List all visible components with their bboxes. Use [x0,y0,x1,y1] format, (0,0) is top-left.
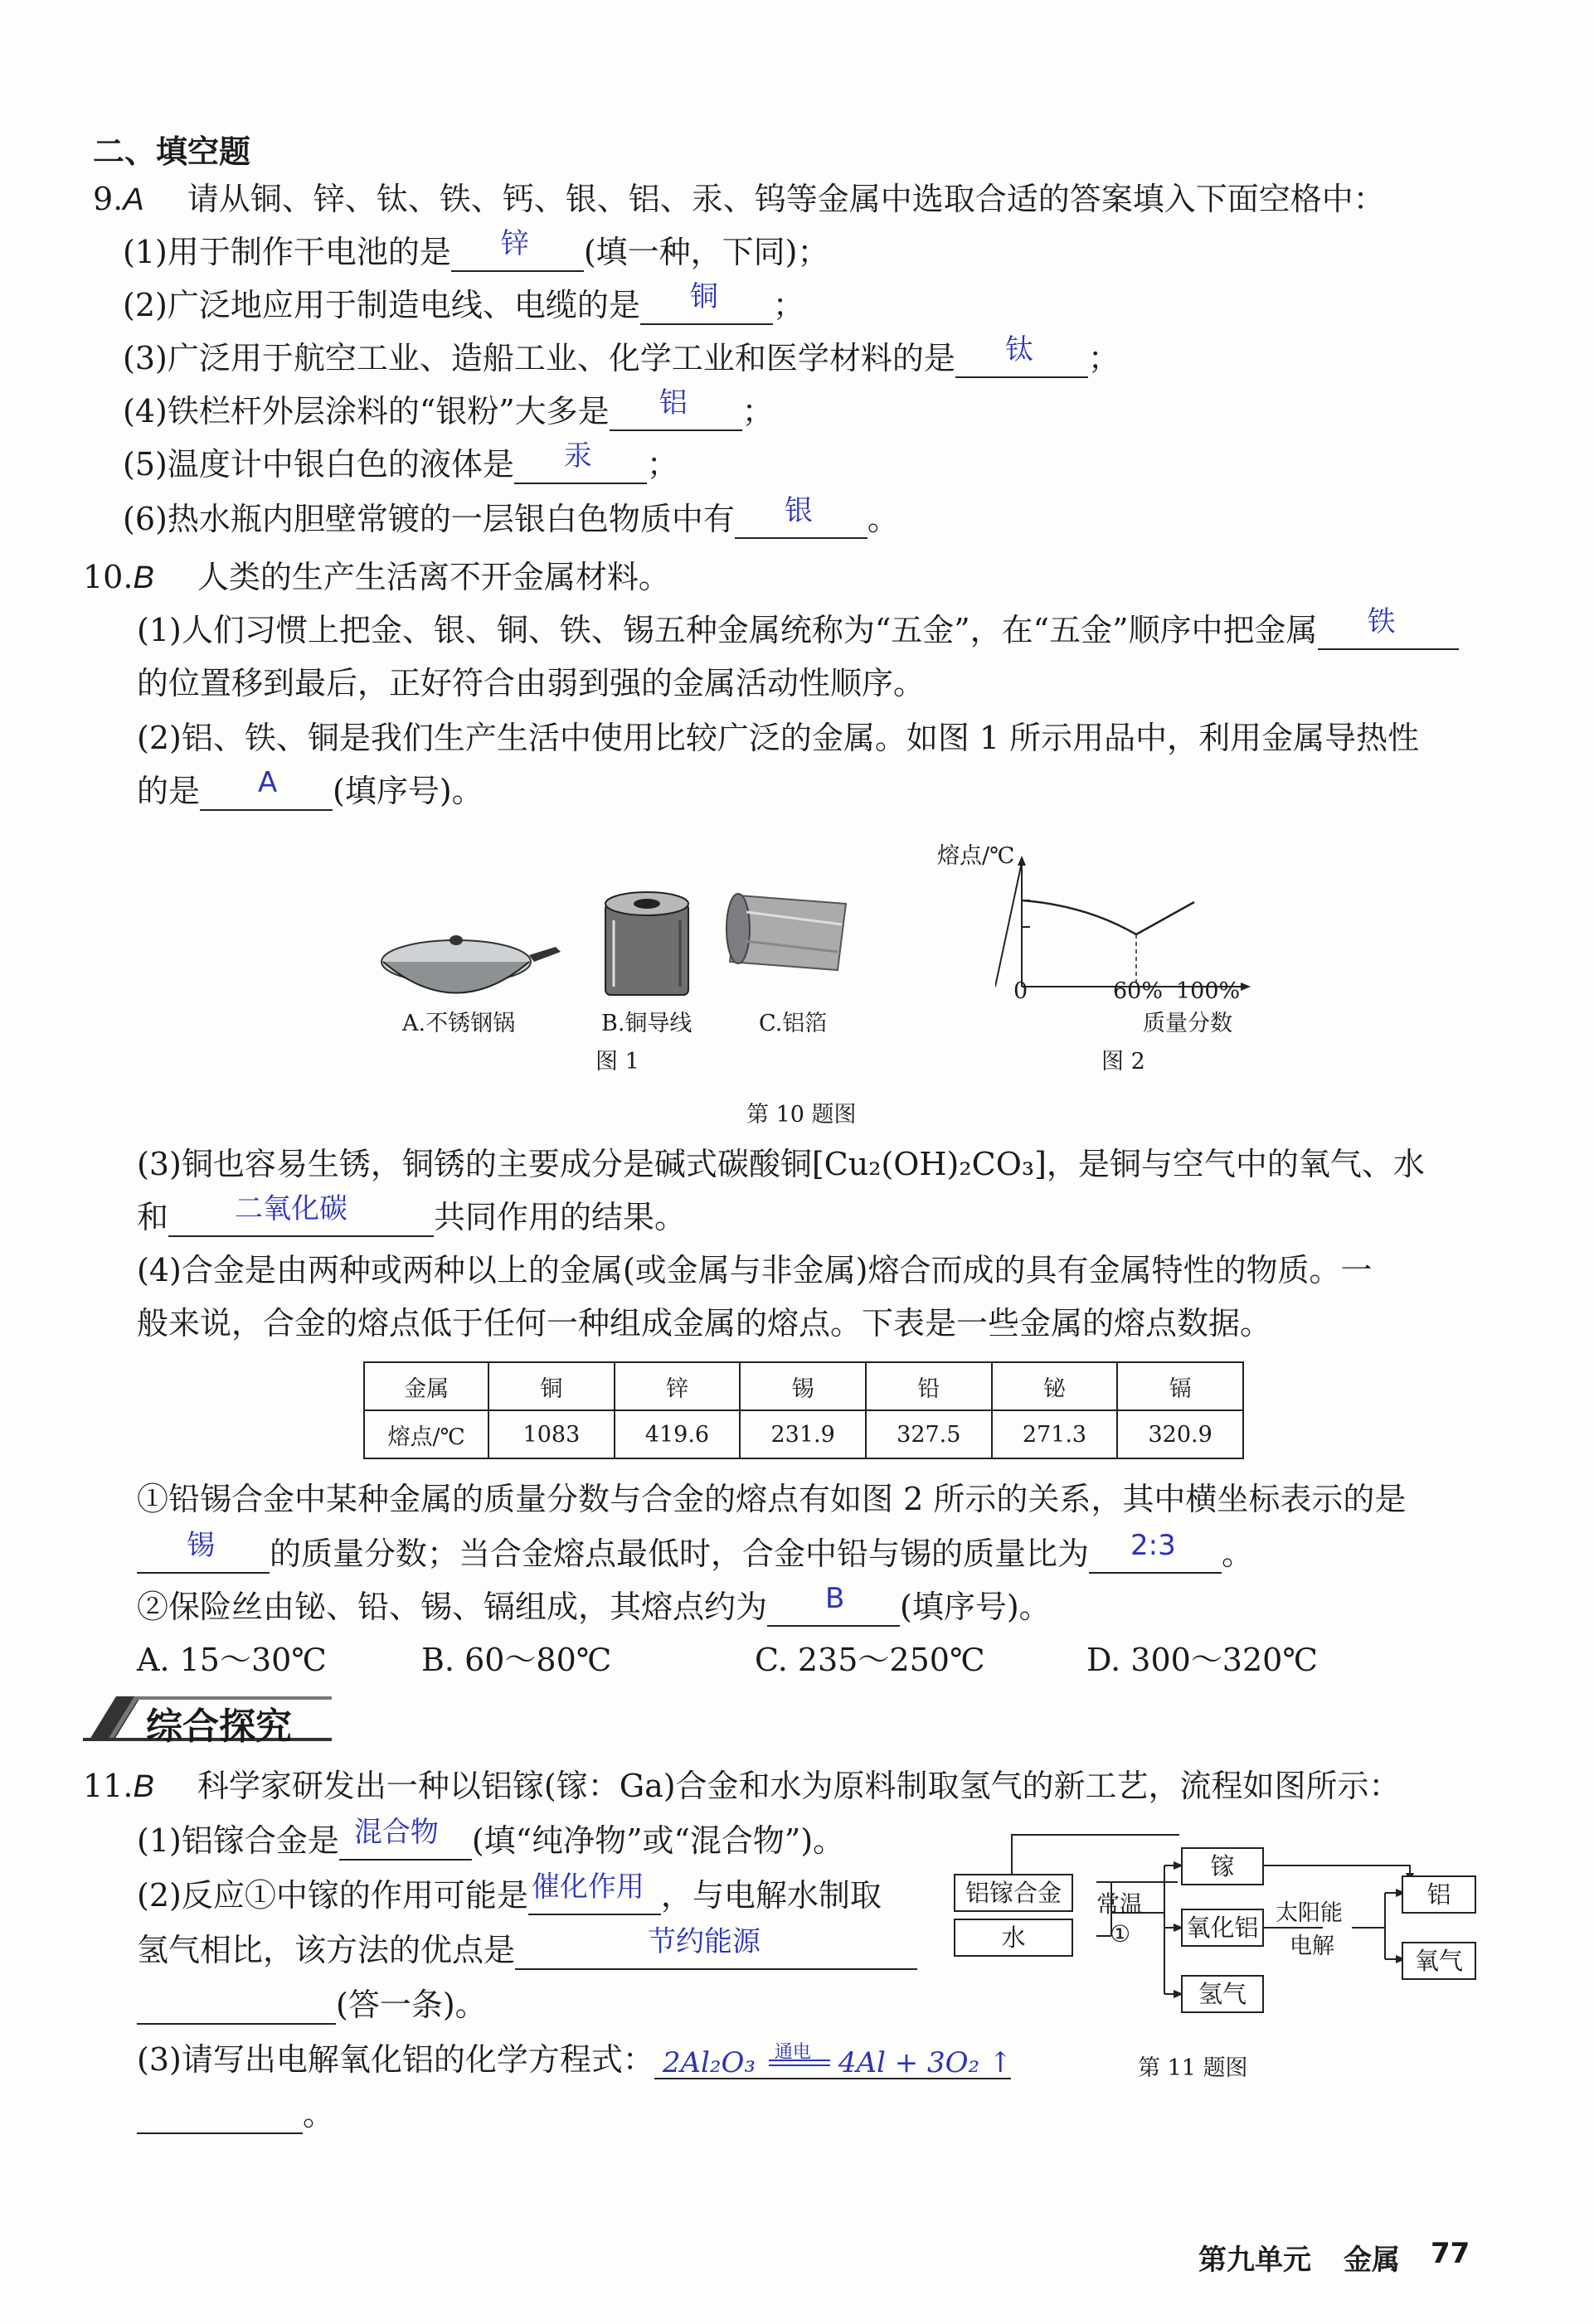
footer-page-number: 77 [1431,2237,1470,2270]
table-header-cell: 金属 [364,1362,488,1410]
q9-item-text: (1)用于制作干电池的是 [123,234,451,270]
q10-s2-answer: B [825,1582,845,1615]
fig1-caption: 图 1 [595,1049,639,1075]
q9-item [123,439,678,484]
q11-p3-line2 [137,2094,334,2134]
q9-item [123,494,899,539]
q11-p2-line3 [137,1985,487,2025]
q9-answer-blank[interactable] [514,439,647,484]
q10-p2-blank[interactable] [200,766,333,811]
q9-item-suffix: ； [1087,340,1120,376]
footer-topic: 金属 [1344,2244,1400,2277]
footer-unit: 第九单元 [1198,2244,1311,2277]
flow-condition-solar: 太阳能 [1276,1900,1343,1926]
q9-item-text: (5)温度计中银白色的液体是 [123,446,514,483]
q11-p3-answer-lhs: 2Al₂O₃ [662,2046,756,2079]
q9-answer-blank[interactable] [735,494,867,539]
q11-p3-pre: (3)请写出电解氧化铝的化学方程式： [137,2041,654,2078]
q10-stem-line [83,557,670,598]
q11-stem: 科学家研发出一种以铝镓(镓：Ga)合金和水为原料制取氢气的新工艺，流程如图所示： [197,1768,1401,1804]
q10-p3-line2 [137,1192,687,1237]
q11-p1-post: (填“纯净物”或“混合物”)。 [471,1822,845,1859]
q9-item [123,386,774,431]
fig2-curve-right [1136,902,1194,934]
table-header-cell: 铋 [992,1362,1118,1410]
q9-level: A [123,182,144,217]
table-header-cell: 铅 [866,1362,992,1410]
q10-s2-post: (填序号)。 [900,1589,1051,1625]
flow-reaction-number: ① [1110,1920,1131,1948]
q10-p2-post: (填序号)。 [333,773,484,809]
q9-answer: 钛 [1004,333,1033,366]
q11-p2-line2 [137,1925,917,1970]
flow-box-gallium: 镓 [1181,1847,1264,1885]
q10-p3-post: 共同作用的结果。 [434,1199,687,1235]
flow-box-alumina: 氧化铝 [1181,1909,1264,1947]
q9-answer-blank[interactable] [451,227,584,272]
table-header-cell: 锌 [615,1362,741,1410]
q9-item-suffix: ； [772,287,804,323]
q11-p1-line [137,1816,845,1861]
q10-p1-text: (1)人们习惯上把金、银、铜、铁、锡五种金属统称为“五金”，在“五金”顺序中把金属 [137,612,1318,648]
melting-point-table [363,1361,1244,1459]
q9-item-suffix: (填一种，下同)； [583,234,829,270]
table-header-cell: 铜 [488,1362,614,1410]
fig2-y-axis-label: 熔点/℃ [937,843,1015,869]
q11-p3-blank-continued[interactable] [137,2099,303,2134]
fig2-x-tick-100: 100% [1176,978,1241,1004]
q10-s1-post: 。 [1222,1536,1254,1572]
q10-p2-line2 [137,766,484,811]
fig2-x-axis-label: 质量分数 [1143,1011,1232,1036]
fig2-x-tick-60: 60% [1113,978,1164,1004]
fig2-x-tick-0: 0 [1013,978,1028,1004]
q9-answer: 汞 [563,439,592,473]
q10-s1-blank-1[interactable] [137,1529,270,1574]
q9-answer: 锌 [500,227,529,260]
q11-p2-line3-post: (答一条)。 [336,1987,487,2023]
q9-item [123,333,1120,378]
q9-answer: 铜 [689,280,718,313]
q10-p2-line1: (2)铝、铁、铜是我们生产生活中使用比较广泛的金属。如图 1 所示用品中，利用金属导热性 [137,720,1420,756]
q10-s1-answer-1: 锡 [187,1529,215,1562]
q11-stem-line [83,1766,1401,1807]
copper-wire-spool-image [605,892,688,995]
q10-p2-answer: A [258,766,278,799]
q11-p3-answer-condition: 通电 [774,2042,811,2063]
q11-p3-answer-equals-top [769,2060,830,2061]
q10-p1-blank[interactable] [1318,605,1459,650]
q11-p3-answer-equals-bottom [769,2064,830,2066]
table-cell: 327.5 [866,1410,992,1458]
flow-box-water: 水 [954,1919,1073,1957]
q11-p3-end: 。 [303,2096,335,2132]
q11-p2-blank-2-continued[interactable] [137,1990,336,2025]
q11-number: 11. [83,1768,134,1804]
q10-s2-blank[interactable] [767,1582,900,1627]
wok-image [381,935,561,993]
flow-box-hydrogen: 氢气 [1181,1975,1264,2013]
fig2-curve-left [1022,900,1136,934]
q10-p3-line1: (3)铜也容易生锈，铜锈的主要成分是碱式碳酸铜[Cu₂(OH)₂CO₃]，是铜与空气中的氧气、水 [137,1146,1425,1182]
q10-level: B [133,560,154,595]
q10-s1-blank-2[interactable] [1089,1529,1222,1574]
q9-item-text: (6)热水瓶内胆壁常镀的一层银白色物质中有 [123,501,735,537]
q10-option-b: B. 60～80℃ [421,1642,612,1678]
q10-p2-pre: 的是 [137,773,201,809]
q10-s1-line2 [137,1529,1254,1574]
q10-option-d: D. 300～320℃ [1086,1642,1318,1678]
q11-p2-pre: (2)反应①中镓的作用可能是 [137,1877,528,1914]
q10-figure-caption: 第 10 题图 [746,1102,857,1128]
q10-p3-pre: 和 [137,1199,169,1235]
fig1-label-a: A.不锈钢锅 [402,1011,516,1036]
q10-option-a: A. 15～30℃ [137,1642,327,1678]
q11-p2-blank-1[interactable] [528,1870,661,1915]
flow-box-oxygen: 氧气 [1402,1942,1476,1980]
q11-p3-answer-rhs: 4Al + 3O₂ ↑ [838,2046,1013,2079]
fig2-caption: 图 2 [1101,1049,1145,1075]
q10-s2-line [137,1582,1051,1627]
aluminum-foil-image [727,894,846,970]
flow-box-aluminum: 铝 [1402,1875,1476,1914]
q9-answer: 银 [784,494,813,527]
table-cell: 271.3 [992,1410,1118,1458]
section-banner-title: 综合探究 [146,1705,292,1748]
table-cell: 419.6 [615,1410,741,1458]
q10-s1-mid: 的质量分数；当合金熔点最低时，合金中铅与锡的质量比为 [270,1536,1090,1572]
table-cell: 熔点/℃ [364,1410,488,1458]
q9-item [123,280,804,325]
fig1-label-b: B.铜导线 [601,1011,693,1036]
flow-condition-electrolysis: 电解 [1290,1933,1334,1959]
q11-p2-line1 [137,1870,882,1915]
q11-p3-line1 [137,2040,1011,2079]
q9-answer: 铝 [658,386,688,420]
q10-p1-line2: 的位置移到最后，正好符合由弱到强的金属活动性顺序。 [137,665,926,701]
q9-answer-blank[interactable] [955,333,1088,378]
q10-p3-answer: 二氧化碳 [235,1192,348,1225]
q11-level: B [133,1769,154,1804]
table-cell: 231.9 [740,1410,866,1458]
q10-s2-pre: ②保险丝由铋、铅、锡、镉组成，其熔点约为 [137,1589,768,1625]
q11-p2-line2-pre: 氢气相比，该方法的优点是 [137,1932,516,1968]
section-title: 二、填空题 [93,133,251,170]
q11-figure-caption: 第 11 题图 [1138,2055,1248,2081]
q11-p1-pre: (1)铝镓合金是 [137,1822,339,1859]
q10-p1-line1 [137,605,1459,650]
table-row [364,1410,1243,1458]
q10-option-c: C. 235～250℃ [755,1642,985,1678]
q10-s1-answer-2: 2:3 [1130,1529,1176,1562]
q9-item [123,227,829,272]
q9-answer-blank[interactable] [610,386,742,431]
table-header-row [364,1362,1243,1410]
table-cell: 320.9 [1117,1410,1243,1458]
table-cell: 1083 [488,1410,614,1458]
q10-p1-answer: 铁 [1367,605,1396,638]
q9-item-text: (3)广泛用于航空工业、造船工业、化学工业和医学材料的是 [123,340,955,376]
q9-number: 9. [93,181,124,217]
flow-box-alloy: 铝镓合金 [954,1874,1073,1912]
fig2-y-axis [995,862,1022,987]
q9-item-suffix: 。 [867,501,899,537]
q11-p1-answer: 混合物 [353,1816,439,1849]
flow-condition-room-temp: 常温 [1096,1890,1144,1918]
q10-p3-blank[interactable] [168,1192,434,1237]
q11-p1-blank[interactable] [339,1816,472,1861]
q10-p4-line1: (4)合金是由两种或两种以上的金属(或金属与非金属)熔合而成的具有金属特性的物质。一 [137,1252,1373,1288]
q9-stem: 请从铜、锌、钛、铁、钙、银、铝、汞、钨等金属中选取合适的答案填入下面空格中： [187,181,1385,217]
q11-p2-post: ，与电解水制取 [660,1877,882,1914]
figure-1-images [365,879,879,1020]
q10-stem: 人类的生产生活离不开金属材料。 [197,559,670,595]
q11-p2-answer-1: 催化作用 [531,1870,644,1904]
fig1-label-c: C.铝箔 [759,1011,828,1036]
q9-stem-line [93,179,1385,220]
q9-item-suffix: ； [646,446,678,483]
table-header-cell: 锡 [740,1362,866,1410]
q9-item-suffix: ； [741,393,774,429]
fig2-graph [995,854,1261,995]
q11-p3-blank[interactable] [654,2042,1013,2079]
q11-p2-answer-2: 节约能源 [648,1925,761,1958]
q9-item-text: (4)铁栏杆外层涂料的“银粉”大多是 [123,393,610,429]
q11-p2-blank-2[interactable] [515,1925,917,1970]
q9-item-text: (2)广泛地应用于制造电线、电缆的是 [123,287,640,323]
q10-p4-line2: 般来说，合金的熔点低于任何一种组成金属的熔点。下表是一些金属的熔点数据。 [137,1305,1272,1342]
table-header-cell: 镉 [1117,1362,1243,1410]
q10-s1-line1: ①铅锡合金中某种金属的质量分数与合金的熔点有如图 2 所示的关系，其中横坐标表示的是 [137,1481,1407,1517]
q10-number: 10. [83,559,134,595]
q9-answer-blank[interactable] [640,280,773,325]
